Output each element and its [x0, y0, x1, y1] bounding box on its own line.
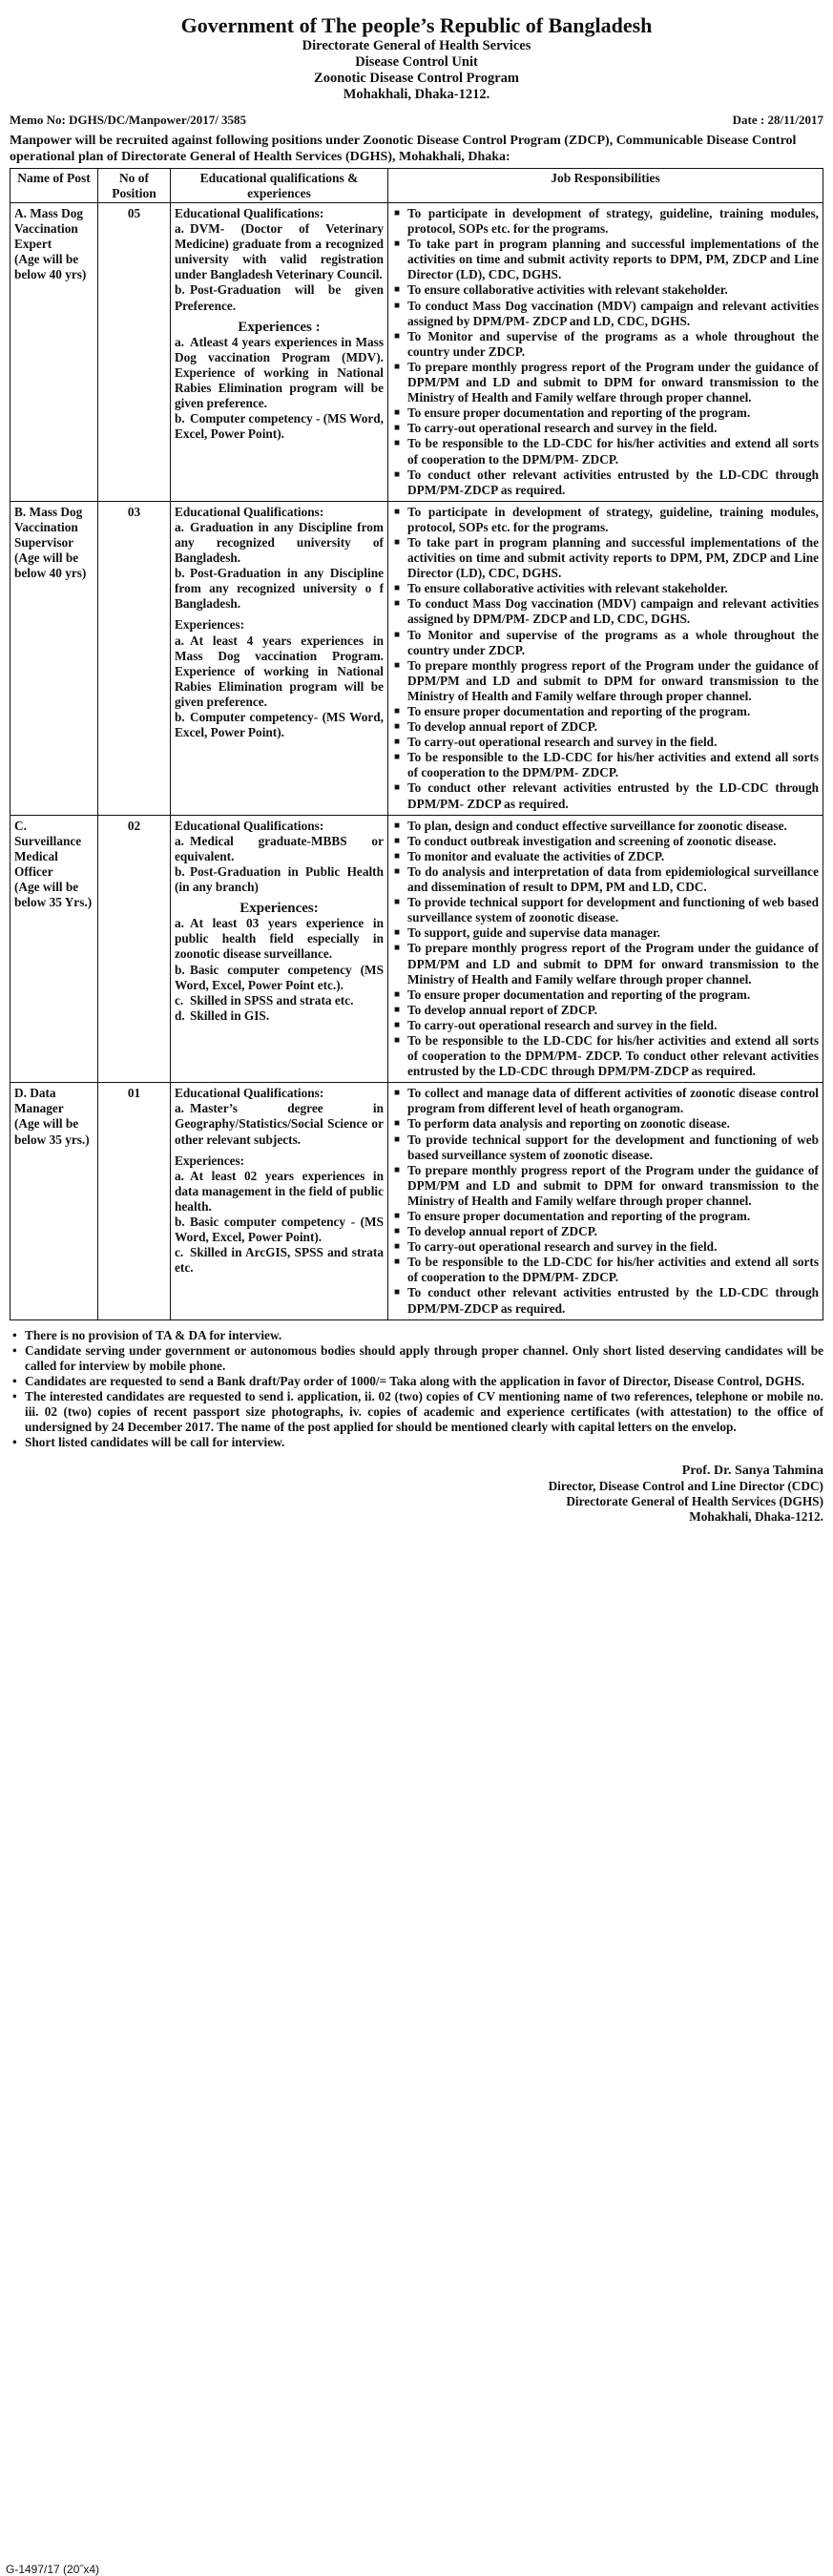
footer-code: G-1497/17 (20˝x4)	[6, 2563, 100, 2576]
post-name: C. Surveillance Medical Officer	[14, 818, 82, 879]
experiences-heading: Experiences:	[175, 1153, 245, 1168]
table-row	[10, 203, 823, 502]
experience-label: c.	[175, 1245, 184, 1260]
experience-item	[175, 1245, 384, 1276]
responsibility-item: ■ To take part in program planning and successful implementations of the activities on time and submit activity reports to DPM, PM, ZDCP and Line Director (LD), CDC, DGHS.	[392, 237, 819, 282]
note-item: • There is no provision of TA & DA for interview.	[10, 1328, 823, 1343]
post-name-cell	[10, 1083, 98, 1319]
directorate-line: Directorate General of Health Services	[302, 38, 531, 53]
qualification-item	[175, 282, 384, 313]
table-header-row	[10, 169, 823, 203]
responsibilities-list	[392, 1086, 819, 1316]
qualifications-heading: Educational Qualifications:	[175, 1086, 324, 1101]
header-name-of-post: Name of Post	[10, 169, 98, 203]
experience-label: b.	[175, 411, 185, 426]
address-line: Mohakhali, Dhaka-1212.	[343, 87, 490, 102]
responsibilities-cell	[388, 1083, 823, 1319]
table-row	[10, 815, 823, 1083]
responsibility-item: ■ To participate in development of strategy, guideline, training modules, protocol, SOPs etc. for the programs.	[392, 206, 819, 237]
experience-item	[175, 710, 384, 740]
notice-header	[10, 13, 823, 103]
responsibility-item: ■ To ensure collaborative activities with relevant stakeholder.	[392, 282, 819, 298]
position-count: 01	[98, 1083, 171, 1319]
qualification-item	[175, 834, 384, 864]
responsibility-item: ■ To conduct other relevant activities entrusted by the LD-CDC through DPM/PM-ZDCP as required.	[392, 1285, 819, 1316]
responsibility-item: ■ To ensure collaborative activities with relevant stakeholder.	[392, 581, 819, 596]
responsibility-item: ■ To be responsible to the LD-CDC for his/her activities and extend all sorts of cooperation to the DPM/PM- ZDCP. To conduct other relevant activities entrusted by the LD-CDC through DPM/PM-ZDCP as required.	[392, 1033, 819, 1079]
note-item: • Candidates are requested to send a Bank draft/Pay order of 1000/= Taka along with the application in favor of Director, Disease Control, DGHS.	[10, 1374, 823, 1389]
responsibility-item: ■ To ensure proper documentation and reporting of the program.	[392, 704, 819, 719]
qualifications-heading: Educational Qualifications:	[175, 504, 324, 519]
positions-table	[10, 168, 823, 1320]
intro-paragraph: Manpower will be recruited against following positions under Zoonotic Disease Control Program (ZDCP), Communicable Disease Control operational plan of Directorate General of Health Services (DGHS), Mohakhali, Dhaka:	[10, 134, 797, 164]
experience-text: Skilled in SPSS and strata etc.	[190, 992, 354, 1008]
experience-text: Basic computer competency - (MS Word, Excel, Power Point).	[175, 1215, 384, 1245]
responsibility-item: ■ To carry-out operational research and survey in the field.	[392, 1239, 819, 1255]
responsibility-item: ■ To develop annual report of ZDCP.	[392, 719, 819, 735]
table-row	[10, 501, 823, 815]
responsibility-item: ■ To conduct outbreak investigation and screening of zoonotic disease.	[392, 834, 819, 849]
government-title: Government of The people’s Republic of Bangladesh	[180, 13, 653, 37]
qualifications-heading: Educational Qualifications:	[175, 818, 324, 833]
post-age-limit: (Age will be below 40 yrs)	[14, 551, 87, 581]
responsibility-item: ■ To develop annual report of ZDCP.	[392, 1003, 819, 1018]
responsibility-item: ■ To be responsible to the LD-CDC for his/her activities and extend all sorts of cooperation to the DPM/PM- ZDCP.	[392, 1255, 819, 1285]
responsibility-item: ■ To carry-out operational research and survey in the field.	[392, 1018, 819, 1033]
responsibility-item: ■ To support, guide and supervise data manager.	[392, 925, 819, 941]
position-count: 05	[98, 203, 171, 502]
responsibilities-list	[392, 206, 819, 498]
note-item: • Short listed candidates will be call for interview.	[10, 1435, 823, 1450]
experiences-heading: Experiences:	[175, 617, 245, 633]
experience-item	[175, 411, 384, 442]
experience-label: b.	[175, 1215, 185, 1229]
qualification-text: Post-Graduation will be given Preference.	[175, 282, 384, 313]
signatory-org: Directorate General of Health Services (DGHS)	[566, 1494, 823, 1509]
experience-text: Computer competency- (MS Word, Excel, Power Point).	[175, 710, 384, 740]
qualifications-cell	[171, 203, 388, 502]
experience-item	[175, 1169, 384, 1215]
qualification-text: Post-Graduation in any Discipline from any recognized university o f Bangladesh.	[175, 566, 384, 612]
qualification-text: Medical graduate-MBBS or equivalent.	[175, 833, 384, 863]
experience-text: At least 4 years experiences in Mass Dog vaccination Program. Experience of working in National Rabies Elimination program will be given preference.	[175, 633, 384, 709]
qualification-item	[175, 221, 384, 282]
responsibility-item: ■ To ensure proper documentation and reporting of the program.	[392, 987, 819, 1003]
responsibility-item: ■ To provide technical support for development and functioning of web based surveillance system of zoonotic disease.	[392, 895, 819, 925]
experience-label: d.	[175, 1008, 185, 1023]
program-line: Zoonotic Disease Control Program	[314, 71, 519, 86]
experience-text: At least 02 years experiences in data management in the field of public health.	[175, 1168, 384, 1214]
header-no-of-position: No of Position	[98, 169, 171, 203]
post-name-cell	[10, 203, 98, 502]
qualification-item	[175, 864, 384, 895]
header-responsibilities: Job Responsibilities	[388, 169, 823, 203]
qualification-label: a.	[175, 221, 184, 237]
responsibility-item: ■ To do analysis and interpretation of data from epidemiological surveillance and dissemination of result to DPM, PM and LD, CDC.	[392, 864, 819, 895]
notice-page	[10, 13, 823, 1525]
experience-item	[175, 993, 384, 1008]
responsibility-item: ■ To develop annual report of ZDCP.	[392, 1224, 819, 1239]
post-name-cell	[10, 815, 98, 1083]
experience-label: c.	[175, 992, 184, 1008]
post-name: D. Data Manager	[14, 1086, 64, 1116]
post-age-limit: (Age will be below 35 yrs.)	[14, 1116, 90, 1147]
responsibilities-list	[392, 505, 819, 812]
qualification-label: a.	[175, 833, 184, 848]
qualification-text: DVM- (Doctor of Veterinary Medicine) graduate from a recognized university with valid registration under Bangladesh Veterinary Council.	[175, 221, 384, 282]
post-name: B. Mass Dog Vaccination Supervisor	[14, 504, 83, 550]
signatory-address: Mohakhali, Dhaka-1212.	[689, 1509, 823, 1525]
experience-item	[175, 1215, 384, 1245]
qualification-item	[175, 1101, 384, 1147]
responsibility-item: ■ To carry-out operational research and survey in the field.	[392, 421, 819, 436]
responsibility-item: ■ To prepare monthly progress report of the Program under the guidance of DPM/PM and LD and submit to DPM for onward transmission to the Ministry of Health and Family welfare through proper channel.	[392, 1163, 819, 1209]
header-qualifications: Educational qualifications & experiences	[171, 169, 388, 203]
responsibilities-cell	[388, 501, 823, 815]
qualification-text: Post-Graduation in Public Health (in any branch)	[175, 863, 384, 895]
responsibility-item: ■ To ensure proper documentation and reporting of the program.	[392, 405, 819, 421]
experience-text: Computer competency - (MS Word, Excel, Power Point).	[175, 411, 384, 442]
responsibility-item: ■ To plan, design and conduct effective surveillance for zoonotic disease.	[392, 819, 819, 834]
experience-item	[175, 634, 384, 710]
post-age-limit: (Age will be below 40 yrs)	[14, 252, 87, 282]
qualifications-heading: Educational Qualifications:	[175, 206, 324, 220]
responsibility-item: ■ To monitor and evaluate the activities of ZDCP.	[392, 849, 819, 864]
post-name-cell	[10, 501, 98, 815]
experience-text: Basic computer competency (MS Word, Excel, Power Point etc.).	[175, 962, 384, 992]
experience-label: b.	[175, 710, 185, 724]
responsibility-item: ■ To take part in program planning and successful implementations of the activities on time and submit activity reports to DPM, PM, ZDCP and Line Director (LD), CDC, DGHS.	[392, 535, 819, 581]
experience-label: a.	[175, 916, 184, 931]
qualifications-cell	[171, 1083, 388, 1319]
qualification-text: Master’s degree in Geography/Statistics/Social Science or other relevant subjects.	[175, 1101, 384, 1147]
responsibility-item: ■ To collect and manage data of different activities of zoonotic disease control program from different level of heath organogram.	[392, 1086, 819, 1116]
experience-text: Skilled in GIS.	[190, 1008, 270, 1023]
responsibility-item: ■ To be responsible to the LD-CDC for his/her activities and extend all sorts of cooperation to the DPM/PM- ZDCP.	[392, 750, 819, 780]
responsibility-item: ■ To Monitor and supervise of the programs as a whole throughout the country under ZDCP.	[392, 628, 819, 658]
responsibility-item: ■ To prepare monthly progress report of the Program under the guidance of DPM/PM and LD and submit to DPM for onward transmission to the Ministry of Health and Family welfare through proper channel.	[392, 658, 819, 704]
experience-text: Atleast 4 years experiences in Mass Dog vaccination Program (MDV). Experience of working in National Rabies Elimination program will be given preference.	[175, 334, 384, 411]
responsibility-item: ■ To Monitor and supervise of the programs as a whole throughout the country under ZDCP.	[392, 329, 819, 360]
responsibility-item: ■ To conduct other relevant activities entrusted by the LD-CDC through DPM/PM- ZDCP as required.	[392, 780, 819, 811]
responsibility-item: ■ To conduct Mass Dog vaccination (MDV) campaign and relevant activities assigned by DPM/PM- ZDCP and LD, CDC, DGHS.	[392, 596, 819, 627]
experience-item	[175, 916, 384, 962]
responsibility-item: ■ To conduct Mass Dog vaccination (MDV) campaign and relevant activities assigned by DPM/PM- ZDCP and LD, CDC, DGHS.	[392, 299, 819, 329]
note-item: • Candidate serving under government or autonomous bodies should apply through proper channel. Only short listed deserving candidates will be called for interview by mobile phone.	[10, 1343, 823, 1374]
responsibility-item: ■ To prepare monthly progress report of the Program under the guidance of DPM/PM and LD and submit to DPM for onward transmission to the Ministry of Health and Family welfare through proper channel.	[392, 360, 819, 405]
qualification-label: b.	[175, 282, 185, 298]
qualification-text: Graduation in any Discipline from any recognized university of Bangladesh.	[175, 519, 384, 566]
responsibility-item: ■ To carry-out operational research and survey in the field.	[392, 735, 819, 750]
responsibility-item: ■ To participate in development of strategy, guideline, training modules, protocol, SOPs etc. for the programs.	[392, 505, 819, 535]
experience-item	[175, 335, 384, 411]
responsibilities-cell	[388, 815, 823, 1083]
memo-number: Memo No: DGHS/DC/Manpower/2017/ 3585	[10, 113, 247, 127]
experiences-heading: Experiences :	[238, 319, 321, 335]
experience-label: a.	[175, 633, 184, 648]
qualification-item	[175, 520, 384, 566]
qualification-item	[175, 566, 384, 612]
position-count: 02	[98, 815, 171, 1083]
responsibility-item: ■ To ensure proper documentation and reporting of the program.	[392, 1209, 819, 1224]
responsibility-item: ■ To provide technical support for the development and functioning of web based surveillance system of zoonotic disease.	[392, 1132, 819, 1163]
position-count: 03	[98, 501, 171, 815]
responsibility-item: ■ To prepare monthly progress report of the Program under the guidance of DPM/PM and LD and submit to DPM for onward transmission to the Ministry of Health and Family welfare through proper channel.	[392, 941, 819, 987]
qualification-label: b.	[175, 566, 185, 581]
responsibility-item: ■ To conduct other relevant activities entrusted by the LD-CDC through DPM/PM-ZDCP as required.	[392, 467, 819, 498]
experience-text: Skilled in ArcGIS, SPSS and strata etc.	[175, 1245, 384, 1276]
qualification-label: b.	[175, 863, 185, 879]
memo-row	[10, 113, 823, 128]
qualification-label: a.	[175, 519, 184, 534]
experience-label: a.	[175, 1168, 184, 1183]
experience-label: b.	[175, 962, 185, 977]
notes-section	[10, 1328, 823, 1451]
responsibility-item: ■ To perform data analysis and reporting on zoonotic disease.	[392, 1116, 819, 1132]
post-age-limit: (Age will be below 35 Yrs.)	[14, 880, 93, 910]
signatory-name: Prof. Dr. Sanya Tahmina	[681, 1464, 823, 1479]
note-item: • The interested candidates are requested to send i. application, ii. 02 (two) copies of CV mentioning name of two references, telephone or mobile no. iii. 02 (two) copies of recent passport size photographs, iv. copies of academic and experience certificates (with attestation) to the office of undersigned by 24 December 2017. The name of the post applied for should be mentioned clearly with capital letters on the envelop.	[10, 1389, 823, 1435]
unit-line: Disease Control Unit	[355, 54, 478, 70]
qualifications-cell	[171, 815, 388, 1083]
experience-item	[175, 1008, 384, 1024]
experience-text: At least 03 years experience in public health field especially in zoonotic disease surveillance.	[175, 916, 384, 962]
signatory-title: Director, Disease Control and Line Director (CDC)	[548, 1479, 823, 1494]
experience-item	[175, 963, 384, 993]
memo-date: Date : 28/11/2017	[732, 113, 823, 127]
qualification-label: a.	[175, 1101, 184, 1116]
post-name: A. Mass Dog Vaccination Expert	[14, 206, 84, 252]
signature-block	[10, 1464, 823, 1525]
responsibilities-cell	[388, 203, 823, 502]
responsibilities-list	[392, 819, 819, 1080]
experience-label: a.	[175, 334, 184, 349]
experiences-heading: Experiences:	[239, 901, 319, 917]
qualifications-cell	[171, 501, 388, 815]
responsibility-item: ■ To be responsible to the LD-CDC for his/her activities and extend all sorts of cooperation to the DPM/PM- ZDCP.	[392, 436, 819, 467]
table-row	[10, 1083, 823, 1319]
